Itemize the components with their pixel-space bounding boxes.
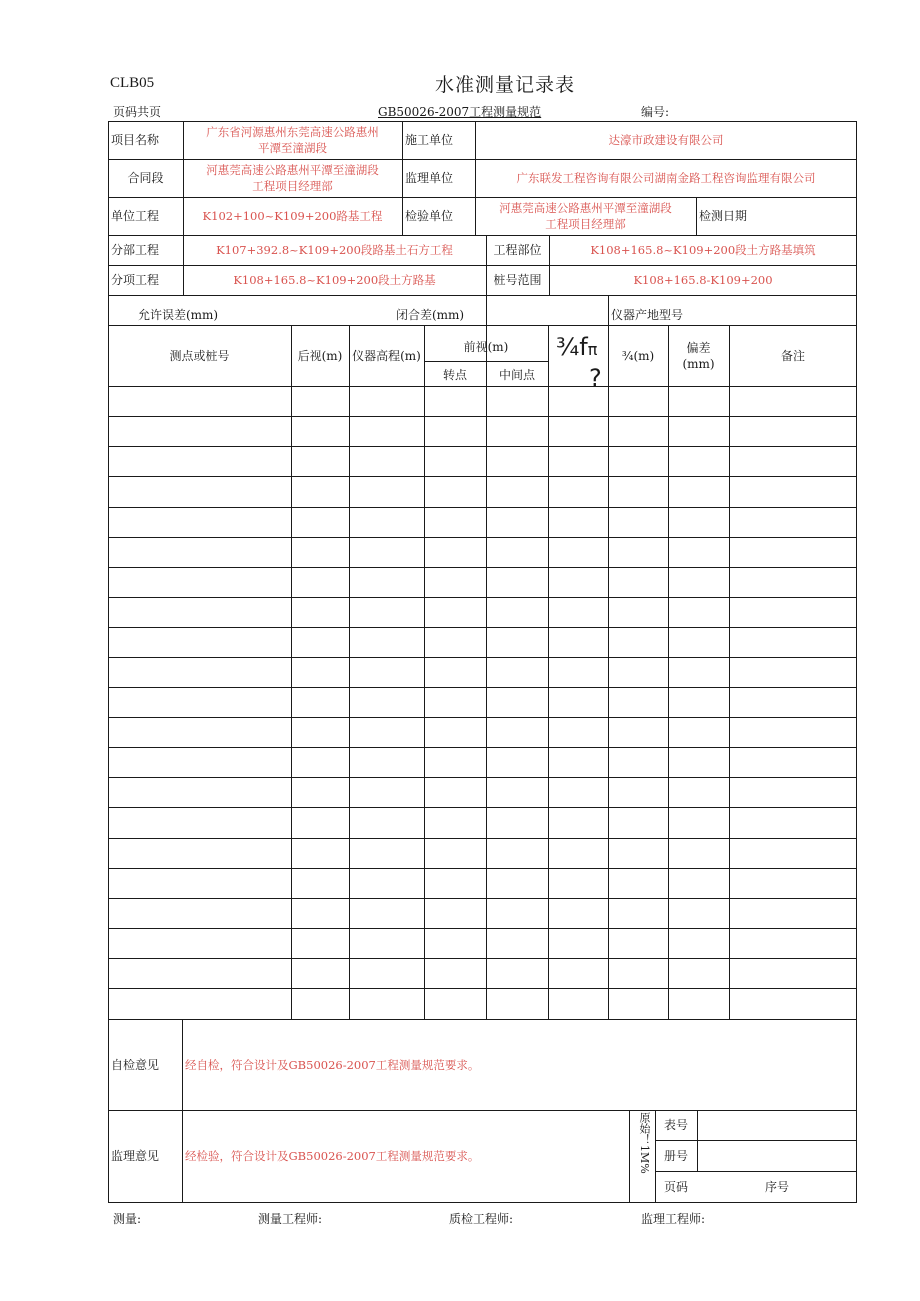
work-location-label: 工程部位 xyxy=(493,243,542,257)
col-intermediate-point: 中间点 xyxy=(498,368,535,382)
division-label: 分部工程 xyxy=(111,243,160,257)
serial-number-label: 编号: xyxy=(641,105,670,119)
col-remarks: 备注 xyxy=(780,348,805,363)
supervision-text[interactable]: 经检验，符合设计及GB50026-2007工程测量规范要求。 xyxy=(185,1149,480,1163)
contractor-value: 达濠市政建设有限公司 xyxy=(608,133,724,147)
closure-error-label: 闭合差(mm) xyxy=(395,308,465,322)
page-number-label: 页码 xyxy=(663,1179,688,1194)
col-foresight: 前视(m) xyxy=(463,340,509,354)
garbled-glyph-pi: π xyxy=(587,340,598,359)
project-name-value: 广东省河源惠州东莞高速公路惠州 平潭至潼湖段 xyxy=(206,125,379,155)
subdivision-label: 分项工程 xyxy=(111,273,160,287)
self-check-text[interactable]: 经自检，符合设计及GB50026-2007工程测量规范要求。 xyxy=(185,1057,480,1072)
inspection-date-label: 检测日期 xyxy=(699,209,748,223)
standard-reference: GB50026-2007工程测量规范 xyxy=(378,105,542,119)
unit-work-label: 单位工程 xyxy=(111,209,160,223)
garbled-glyph-top: ¾f xyxy=(556,333,588,361)
division-value: K107+392.8~K109+200段路基土石方工程 xyxy=(216,243,453,257)
col-garbled-m: ¾(m) xyxy=(621,348,655,363)
surveyor-signature: 测量: xyxy=(113,1212,142,1226)
page-title: 水准测量记录表 xyxy=(434,74,575,96)
col-instrument-height: 仪器高程(m) xyxy=(352,348,421,363)
garbled-header-glyphs xyxy=(556,335,597,362)
inspection-unit-value: 河惠莞高速公路惠州平潭至潼湖段 工程项目经理部 xyxy=(499,201,672,231)
station-range-label: 桩号范围 xyxy=(493,273,542,287)
subdivision-value: K108+165.8~K109+200段土方路基 xyxy=(233,273,436,287)
work-location-value: K108+165.8~K109+200段土方路基填筑 xyxy=(590,243,816,257)
instrument-model-label: 仪器产地型号 xyxy=(611,308,684,322)
binding-side-text: 原始！1M% xyxy=(638,1112,651,1174)
supervisor-value: 广东联发工程咨询有限公司湖南金路工程咨询监理有限公司 xyxy=(516,171,816,185)
project-name-label: 项目名称 xyxy=(111,133,160,147)
garbled-glyph-bottom: ? xyxy=(589,364,602,392)
tolerance-label: 允许误差(mm) xyxy=(137,308,219,322)
contract-section-label: 合同段 xyxy=(127,171,164,185)
supervising-engineer-signature: 监理工程师: xyxy=(641,1212,706,1226)
sequence-number-label: 序号 xyxy=(764,1179,789,1194)
station-range-value: K108+165.8-K109+200 xyxy=(633,273,773,287)
volume-number-label: 册号 xyxy=(663,1148,688,1163)
inspection-unit-label: 检验单位 xyxy=(405,209,454,223)
supervisor-label: 监理单位 xyxy=(405,171,454,185)
col-turning-point: 转点 xyxy=(442,368,467,382)
table-number-label: 表号 xyxy=(663,1118,688,1132)
contract-section-value: 河惠莞高速公路惠州平潭至潼湖段 工程项目经理部 xyxy=(206,163,379,193)
col-backsight: 后视(m) xyxy=(297,348,343,363)
col-deviation: 偏差(mm) xyxy=(682,340,715,371)
survey-engineer-signature: 测量工程师: xyxy=(258,1212,323,1226)
page-info: 页码共页 xyxy=(113,105,162,119)
self-check-label: 自检意见 xyxy=(111,1057,160,1072)
supervision-label: 监理意见 xyxy=(111,1149,160,1163)
col-station: 测点或桩号 xyxy=(169,348,230,363)
form-code: CLB05 xyxy=(110,75,155,91)
unit-work-value: K102+100~K109+200路基工程 xyxy=(202,209,383,223)
qc-engineer-signature: 质检工程师: xyxy=(449,1212,514,1226)
contractor-label: 施工单位 xyxy=(405,133,454,147)
